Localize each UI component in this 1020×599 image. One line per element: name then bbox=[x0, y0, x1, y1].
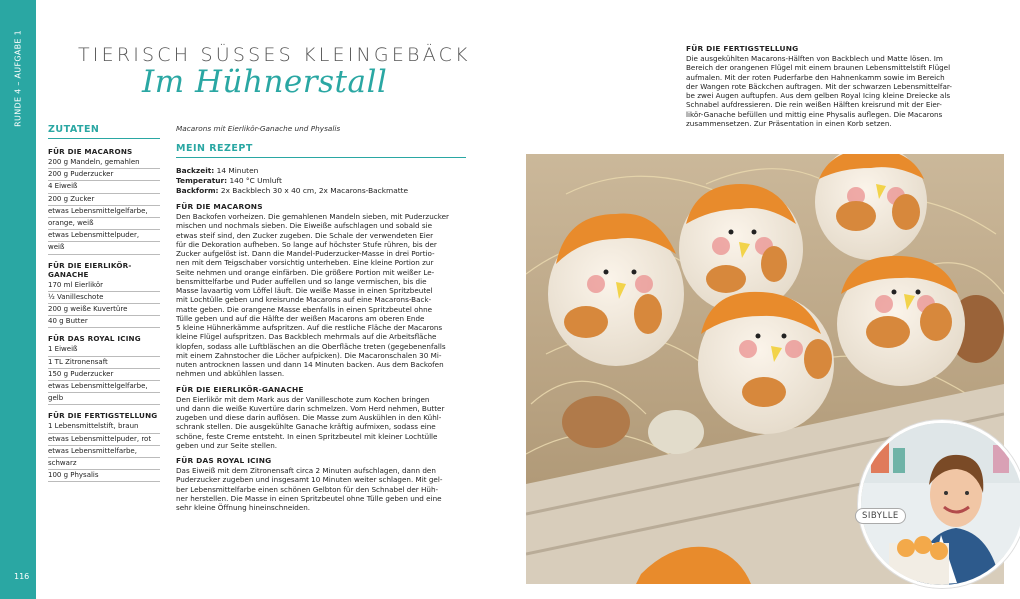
recipe-text-line: Puderzucker zugeben und insgesamt 10 Minuten weiter schlagen. Mit gel- bbox=[176, 475, 443, 485]
ingredients-heading: ZUTATEN bbox=[48, 124, 100, 135]
recipe-text-line: sehr kleine Öffnung hineinschneiden. bbox=[176, 503, 311, 512]
recipe-section-title: FÜR DAS ROYAL ICING bbox=[176, 456, 272, 465]
recipe-text-line: mischen und nochmals sieben. Die Eiweiße aufschlagen und sobald sie bbox=[176, 221, 432, 231]
finishing-text-line: likör-Ganache befüllen und mittig eine Physalis auflegen. Die Macarons bbox=[686, 109, 943, 119]
recipe-text-line: geben und zur Seite stellen. bbox=[176, 440, 278, 450]
recipe-heading: MEIN REZEPT bbox=[176, 143, 253, 154]
runde-label-wrap bbox=[0, 30, 36, 140]
ingredient-item: orange, weiß bbox=[48, 218, 160, 230]
recipe-text-line: mit einem Zahnstocher die Löcher aufpicken). Die Macaronschalen 30 Mi- bbox=[176, 350, 442, 360]
recipe-text-line: schöne, feste Creme entsteht. In einen Spritzbeutel mit kleiner Lochtülle bbox=[176, 431, 438, 441]
name-tag: SIBYLLE bbox=[855, 508, 906, 524]
chef-portrait bbox=[861, 423, 1020, 585]
recipe-section-title: FÜR DIE MACARONS bbox=[176, 202, 263, 211]
recipe-text-line: zugeben und diese darin auflösen. Die Masse zum Auskühlen in den Kühl- bbox=[176, 413, 442, 422]
finishing-text-line: aufmalen. Mit der roten Puderfarbe den Hahnenkamm sowie im Bereich bbox=[686, 72, 945, 82]
ingredient-item: ½ Vanilleschote bbox=[48, 292, 160, 304]
recipe-text-line: bensmittelfarbe und Puder auffellen und so lange vermischen, bis die bbox=[176, 276, 427, 286]
ingredient-item: etwas Lebensmittelpuder, rot bbox=[48, 434, 160, 446]
temperatur-value: 140 °C Umluft bbox=[229, 176, 282, 185]
portrait-circle bbox=[858, 420, 1020, 588]
ingredient-item: 100 g Physalis bbox=[48, 470, 160, 482]
ingredient-item: 1 Lebensmittelstift, braun bbox=[48, 421, 160, 433]
ingredient-group-title: FÜR DIE EIERLIKÖR-GANACHE bbox=[48, 260, 132, 279]
chicken-macaron bbox=[548, 214, 684, 367]
recipe-text-line: kleine Flügel aufspritzen. Das Backblech mehrmals auf die Arbeitsfläche bbox=[176, 332, 437, 342]
recipe-text-line: schrank stellen. Die ausgekühlte Ganache kräftig aufmixen, sodass eine bbox=[176, 422, 436, 432]
recipe-text-line: nen mit dem Teigschaber vorsichtig unterheben. Eine kleine Portion zur bbox=[176, 258, 434, 268]
meta-backzeit bbox=[176, 166, 466, 176]
ingredient-item: 200 g Mandeln, gemahlen bbox=[48, 157, 160, 169]
ingredient-item: 40 g Butter bbox=[48, 316, 160, 328]
recipe-text-line: Den Eierlikör mit dem Mark aus der Vanilleschote zum Kochen bringen bbox=[176, 394, 430, 404]
page-number: 116 bbox=[14, 572, 30, 581]
ingredient-groups bbox=[48, 147, 160, 482]
chicken-macaron bbox=[837, 256, 965, 386]
recipe-text-line: Masse lavaartig vom Löffel läuft. Die weiße Masse in einen Spritzbeutel bbox=[176, 286, 433, 295]
ingredient-item: etwas Lebensmittelfarbe, bbox=[48, 446, 160, 458]
ingredient-item: weiß bbox=[48, 242, 160, 254]
recipe-text-line: ber Lebensmittelfarbe einen schönen Gelbton für den Schnabel der Hüh- bbox=[176, 484, 439, 494]
ingredient-group bbox=[48, 334, 160, 405]
finishing-title: FÜR DIE FERTIGSTELLUNG bbox=[686, 44, 799, 53]
sidebar bbox=[0, 0, 36, 599]
recipe-sections bbox=[176, 202, 466, 512]
runde-label: RUNDE 4 – AUFGABE 1 bbox=[13, 30, 23, 127]
recipe-text-line: etwas steif sind, den Zucker zugeben. Die Schale der verwendeten Eier bbox=[176, 230, 434, 240]
meta-backform bbox=[176, 186, 466, 196]
ingredient-item: 1 TL Zitronensaft bbox=[48, 357, 160, 369]
finishing-text-line: zusammensetzen. Zur Präsentation in einen Korb setzen. bbox=[686, 118, 892, 128]
recipe-text-line: Tülle geben und auf die Hälfte der weißen Macarons am oberen Ende bbox=[176, 313, 425, 323]
ingredient-group bbox=[48, 147, 160, 255]
page-title: Im Hühnerstall bbox=[142, 64, 388, 100]
temperatur-label: Temperatur: bbox=[176, 176, 228, 185]
ingredients-divider bbox=[48, 138, 160, 139]
ingredient-group-title: FÜR DIE MACARONS bbox=[48, 147, 133, 156]
recipe-text-line: nehmen und abkühlen lassen. bbox=[176, 369, 285, 379]
ingredient-item: etwas Lebensmittelpuder, bbox=[48, 230, 160, 242]
ingredient-item: 150 g Puderzucker bbox=[48, 369, 160, 381]
ingredient-item: gelb bbox=[48, 393, 160, 405]
ingredients-column bbox=[48, 124, 160, 488]
recipe-text-line: mit Lochtülle geben und kreisrunde Macarons auf eine Macarons-Back- bbox=[176, 295, 432, 305]
recipe-text-line: Seite nehmen und orange einfärben. Die größere Portion mit weißer Le- bbox=[176, 267, 435, 277]
ingredient-item: etwas Lebensmittelgelfarbe, bbox=[48, 381, 160, 393]
backzeit-label: Backzeit: bbox=[176, 166, 215, 175]
ingredient-group bbox=[48, 411, 160, 482]
ingredient-item: schwarz bbox=[48, 458, 160, 470]
page-kicker: TIERISCH SÜSSES KLEINGEBÄCK bbox=[78, 44, 471, 66]
recipe-text-line: Das Eiweiß mit dem Zitronensaft circa 2 Minuten aufschlagen, dann den bbox=[176, 466, 436, 475]
ingredient-group bbox=[48, 261, 160, 329]
ingredient-group-title: FÜR DAS ROYAL ICING bbox=[48, 334, 141, 344]
ingredient-item: etwas Lebensmittelgelfarbe, bbox=[48, 206, 160, 218]
meta-temperatur bbox=[176, 176, 466, 186]
ingredient-item: 170 ml Eierlikör bbox=[48, 280, 160, 292]
finishing-column bbox=[686, 44, 976, 128]
backform-label: Backform: bbox=[176, 186, 219, 195]
recipe-text-line: ner herstellen. Die Masse in einen Spritzbeutel ohne Tülle geben und eine bbox=[176, 493, 442, 503]
recipe-divider bbox=[176, 157, 466, 158]
finishing-text-line: der Wangen rote Bäckchen auftragen. Mit der schwarzen Lebensmittelfar- bbox=[686, 81, 952, 91]
recipe-text-line: klopfen, sodass alle Luftbläschen an die Oberfläche treten (gegebenenfalls bbox=[176, 341, 446, 351]
finishing-text bbox=[686, 54, 976, 128]
ingredient-item: 1 Eiweiß bbox=[48, 344, 160, 356]
backzeit-value: 14 Minuten bbox=[216, 166, 259, 175]
recipe-text-line: Den Backofen vorheizen. Die gemahlenen Mandeln sieben, mit Puderzucker bbox=[176, 212, 449, 221]
finishing-text-line: be zwei Augen auftupfen. Aus dem gelben Royal Icing kleine Dreiecke als bbox=[686, 91, 951, 100]
finishing-text-line: Bereich der orangenen Flügel mit einem braunen Lebensmittelstift Flügel bbox=[686, 63, 951, 73]
recipe-column bbox=[176, 124, 466, 512]
recipe-text-line: nuten antrocknen lassen und dann 14 Minuten backen. Aus dem Backofen bbox=[176, 360, 444, 369]
finishing-text-line: Schnabel aufdressieren. Die rein weißen Hälften kreisrund mit der Eier- bbox=[686, 100, 942, 110]
recipe-text-line: matte geben. Die orangene Masse ebenfalls in einen Spritzbeutel ohne bbox=[176, 304, 433, 314]
recipe-section-title: FÜR DIE EIERLIKÖR-GANACHE bbox=[176, 384, 304, 394]
ingredient-item: 200 g Zucker bbox=[48, 194, 160, 206]
ingredient-item: 200 g weiße Kuvertüre bbox=[48, 304, 160, 316]
recipe-text-line: Zucker aufgelöst ist. Dann die Mandel-Puderzucker-Masse in drei Portio- bbox=[176, 249, 435, 258]
finishing-text-line: Die ausgekühlten Macarons-Hälften von Backblech und Matte lösen. Im bbox=[686, 54, 943, 63]
recipe-subtitle: Macarons mit Eierlikör-Ganache und Physalis bbox=[176, 124, 341, 133]
recipe-text-line: 5 kleine Hühnerkämme aufspritzen. Auf die restliche Fläche der Macarons bbox=[176, 323, 443, 332]
ingredient-item: 200 g Puderzucker bbox=[48, 169, 160, 181]
recipe-text-line: für die Dekoration aufheben. So lange auf höchster Stufe rühren, bis der bbox=[176, 239, 437, 249]
ingredient-item: 4 Eiweiß bbox=[48, 181, 160, 193]
ingredient-group-title: FÜR DIE FERTIGSTELLUNG bbox=[48, 411, 158, 421]
recipe-text-line: und dann die weiße Kuvertüre darin schmelzen. Vom Herd nehmen, Butter bbox=[176, 403, 445, 413]
backform-value: 2x Backblech 30 x 40 cm, 2x Macarons-Backmatte bbox=[220, 186, 409, 195]
